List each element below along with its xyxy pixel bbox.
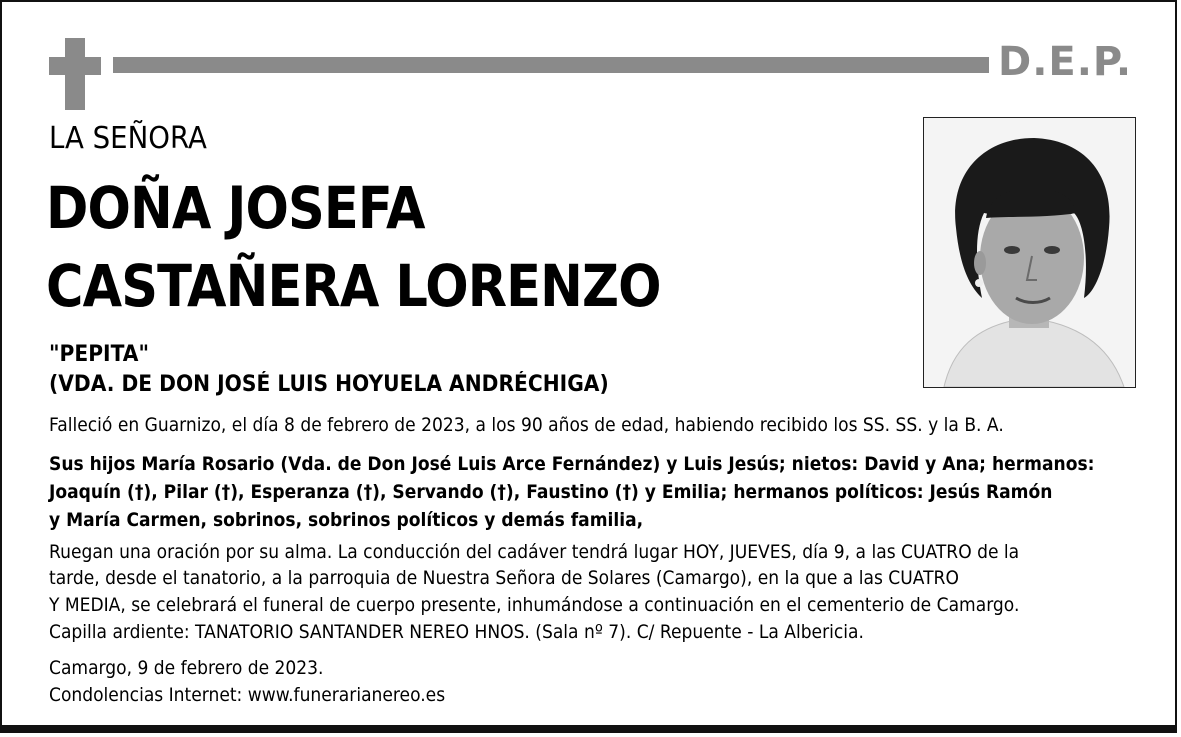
- family-line: Joaquín (†), Pilar (†), Esperanza (†), Servando (†), Faustino (†) y Emilia; hermanos políticos: Jesús Ramón: [49, 481, 1053, 503]
- request-line: Y MEDIA, se celebrará el funeral de cuerpo presente, inhumándose a continuación en el cementerio de Camargo.: [49, 594, 1020, 616]
- widow-of: (VDA. DE DON JOSÉ LUIS HOYUELA ANDRÉCHIGA): [49, 372, 609, 397]
- family-line: Sus hijos María Rosario (Vda. de Don José Luis Arce Fernández) y Luis Jesús; nietos: David y Ana; hermanos:: [49, 453, 1095, 475]
- family-line: y María Carmen, sobrinos, sobrinos políticos y demás familia,: [49, 509, 644, 531]
- header-rule: [113, 57, 989, 73]
- request-line: Ruegan una oración por su alma. La conducción del cadáver tendrá lugar HOY, JUEVES, día 9, a las CUATRO de la: [49, 541, 1020, 563]
- portrait-photo: [923, 117, 1136, 388]
- cross-icon-bar: [49, 57, 101, 75]
- dep-label: D.E.P.: [998, 39, 1133, 85]
- death-notice: Falleció en Guarnizo, el día 8 de febrero de 2023, a los 90 años de edad, habiendo recibido los SS. SS. y la B. A.: [49, 414, 1004, 436]
- condolences: Condolencias Internet: www.funerarianereo.es: [49, 684, 446, 706]
- deceased-name-line1: DOÑA JOSEFA: [46, 174, 425, 242]
- place-date: Camargo, 9 de febrero de 2023.: [49, 657, 324, 679]
- request-line: Capilla ardiente: TANATORIO SANTANDER NEREO HNOS. (Sala nº 7). C/ Repuente - La Albericia.: [49, 621, 864, 643]
- request-line: tarde, desde el tanatorio, a la parroquia de Nuestra Señora de Solares (Camargo), en la que a las CUATRO: [49, 567, 959, 589]
- deceased-name-line2: CASTAÑERA LORENZO: [46, 252, 661, 320]
- nickname: "PEPITA": [49, 342, 150, 367]
- honorific-title: LA SEÑORA: [49, 121, 207, 156]
